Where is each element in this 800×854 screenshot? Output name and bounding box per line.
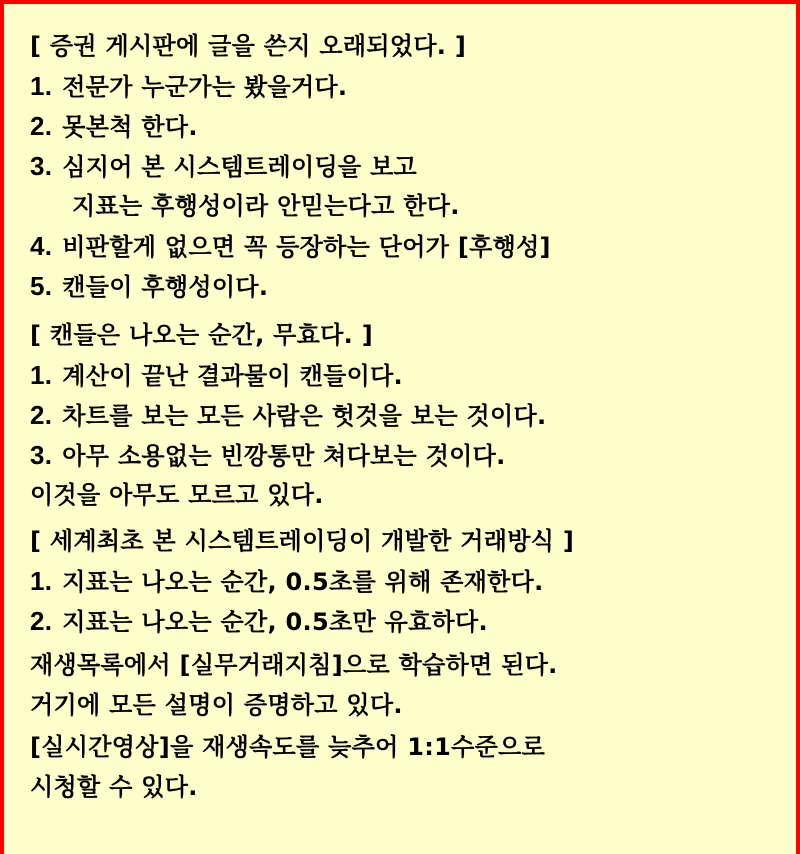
item-text: 못본척 한다. [62,113,198,141]
item-number: 4. [30,231,53,261]
item-text: 전문가 누군가는 봤을거다. [62,73,348,101]
document-body [30,26,790,807]
list-item [30,395,790,435]
item-number: 2. [30,111,53,141]
item-text: 계산이 끝난 결과물이 캔들이다. [62,362,403,390]
item-number: 3. [30,440,53,470]
item-text: 지표는 나오는 순간, 0.5초를 위해 존재한다. [62,568,544,596]
item-number: 5. [30,271,53,301]
list-item [30,146,790,186]
item-text: 캔들이 후행성이다. [62,273,269,301]
note-line: [실시간영상]을 재생속도를 늦추어 1:1수준으로 [30,733,546,761]
item-text: 비판할게 없으면 꼭 등장하는 단어가 [후행성] [62,233,551,261]
item-number: 1. [30,360,53,390]
closing-line: 이것을 아무도 모르고 있다. [30,481,324,509]
note-line: 시청할 수 있다. [30,773,198,801]
item-continuation: 지표는 후행성이라 안믿는다고 한다. [72,192,460,220]
list-item [30,106,790,146]
section-heading: [ 증권 게시판에 글을 쓴지 오래되었다. ] [30,32,467,60]
item-text: 심지어 본 시스템트레이딩을 보고 [62,153,418,181]
item-number: 2. [30,400,53,430]
list-item [30,601,790,641]
list-item [30,266,790,306]
section-heading: [ 캔들은 나오는 순간, 무효다. ] [30,321,373,349]
item-text: 지표는 나오는 순간, 0.5초만 유효하다. [62,608,488,636]
list-item [30,561,790,601]
list-item [30,66,790,106]
note-line: 재생목록에서 [실무거래지침]으로 학습하면 된다. [30,651,558,679]
list-item [30,435,790,475]
item-number: 1. [30,566,53,596]
item-number: 1. [30,71,53,101]
item-text: 아무 소용없는 빈깡통만 쳐다보는 것이다. [62,442,506,470]
note-line: 거기에 모든 설명이 증명하고 있다. [30,691,403,719]
item-text: 차트를 보는 모든 사람은 헛것을 보는 것이다. [62,402,547,430]
section-heading: [ 세계최초 본 시스템트레이딩이 개발한 거래방식 ] [30,527,575,555]
item-number: 3. [30,151,53,181]
list-item [30,355,790,395]
list-item [30,226,790,266]
item-number: 2. [30,606,53,636]
